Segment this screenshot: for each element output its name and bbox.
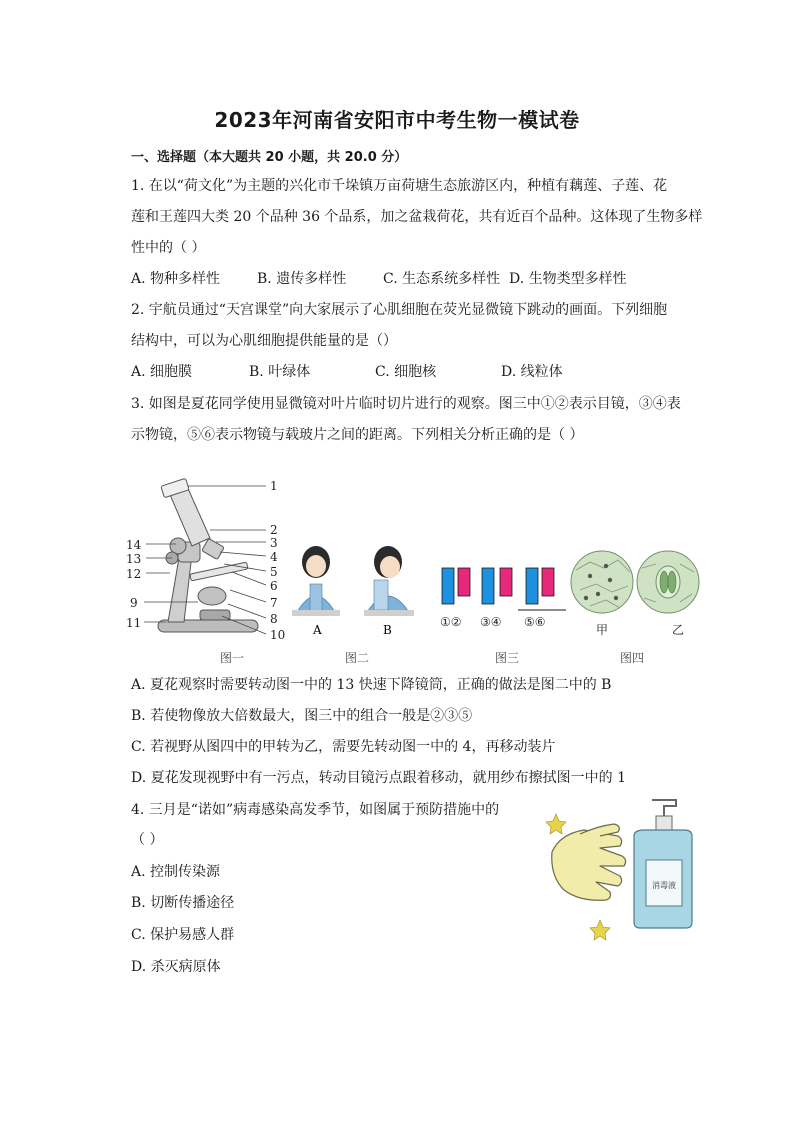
q3-figure: [120, 472, 720, 672]
microscope-label-10: 10: [270, 628, 286, 642]
hands-icon: [552, 824, 626, 900]
microscope-label-7: 7: [270, 596, 278, 610]
q1-option-b: B. 遗传多样性: [257, 271, 347, 287]
exam-title: 2023年河南省安阳市中考生物一模试卷: [214, 108, 580, 132]
q3-option-c: C. 若视野从图四中的甲转为乙，需要先转动图一中的 4，再移动装片: [131, 739, 556, 755]
q1-option-d: D. 生物类型多样性: [509, 271, 627, 287]
caption-figure-3: 图三: [495, 651, 520, 665]
microscope-illustration: [158, 478, 258, 632]
q4-option-b: B. 切断传播途径: [131, 895, 235, 911]
q2-options: [131, 362, 563, 382]
student-label-a: A: [313, 623, 322, 637]
q3-option-d: D. 夏花发现视野中有一污点，转动目镜污点跟着移动，就用纱布擦拭图一中的 1: [131, 770, 626, 786]
microscope-label-2: 2: [270, 523, 278, 537]
q4-option-d: D. 杀灭病原体: [131, 959, 221, 975]
q2-line-1: 2. 宇航员通过“天宫课堂”向大家展示了心肌细胞在荧光显微镜下跳动的画面。下列细胞: [131, 302, 668, 318]
microscope-label-13: 13: [126, 552, 142, 566]
q4-option-a: A. 控制传染源: [131, 864, 221, 880]
microscope-label-9: 9: [130, 596, 138, 610]
q3-line-2: 示物镜，⑤⑥表示物镜与载玻片之间的距离。下列相关分析正确的是（ ）: [131, 427, 584, 443]
star-icon: [590, 920, 610, 940]
microscope-label-12: 12: [126, 567, 142, 581]
view-label-jia: 甲: [596, 623, 609, 637]
q4-line-2: （ ）: [131, 832, 164, 848]
microscope-label-4: 4: [270, 550, 278, 564]
caption-figure-2: 图二: [345, 651, 370, 665]
q2-option-a: A. 细胞膜: [131, 364, 193, 380]
q2-line-2: 结构中，可以为心肌细胞提供能量的是（）: [131, 333, 397, 349]
microscope-label-6: 6: [270, 579, 278, 593]
q2-option-d: D. 线粒体: [501, 364, 563, 380]
q1-option-c: C. 生态系统多样性: [383, 271, 501, 287]
microscope-label-8: 8: [270, 612, 278, 626]
q4-line-1: 4. 三月是“诺如”病毒感染高发季节，如图属于预防措施中的: [131, 802, 500, 818]
student-b-illustration: [364, 546, 414, 616]
q1-option-a: A. 物种多样性: [131, 271, 221, 287]
hand-sanitizer-illustration: [540, 796, 700, 946]
q1-options: [131, 269, 627, 289]
star-icon: [546, 814, 566, 834]
lens-label-distances: ⑤⑥: [524, 615, 546, 629]
microscope-label-14: 14: [126, 538, 142, 552]
q3-line-1: 3. 如图是夏花同学使用显微镜对叶片临时切片进行的观察。图三中①②表示目镜，③④表: [131, 396, 681, 412]
q2-option-b: B. 叶绿体: [249, 364, 311, 380]
field-of-view-yi: [637, 551, 699, 613]
q2-option-c: C. 细胞核: [375, 364, 437, 380]
microscope-label-3: 3: [270, 536, 278, 550]
microscope-label-11: 11: [126, 616, 142, 630]
q3-option-a: A. 夏花观察时需要转动图一中的 13 快速下降镜筒，正确的做法是图二中的 B: [131, 677, 612, 693]
microscope-label-5: 5: [270, 565, 278, 579]
student-label-b: B: [383, 623, 392, 637]
lens-label-objectives: ③④: [480, 615, 502, 629]
section-heading: 一、选择题（本大题共 20 小题，共 20.0 分）: [131, 150, 408, 165]
microscope-label-1: 1: [270, 479, 278, 493]
sanitizer-bottle-icon: [634, 800, 692, 928]
q4-option-c: C. 保护易感人群: [131, 927, 235, 943]
caption-figure-1: 图一: [220, 651, 245, 665]
q1-line-1: 1. 在以“荷文化”为主题的兴化市千垛镇万亩荷塘生态旅游区内，种植有藕莲、子莲、花: [131, 178, 668, 194]
view-label-yi: 乙: [672, 623, 685, 637]
lens-label-eyepieces: ①②: [440, 615, 462, 629]
lens-diagram: [442, 568, 566, 610]
field-of-view-jia: [571, 551, 633, 613]
caption-figure-4: 图四: [620, 651, 645, 665]
student-a-illustration: [292, 546, 340, 616]
q1-line-2: 莲和王莲四大类 20 个品种 36 个品系，加之盆栽荷花，共有近百个品种。这体现了生物多样: [131, 209, 703, 225]
q3-option-b: B. 若使物像放大倍数最大，图三中的组合一般是②③⑤: [131, 708, 473, 724]
bottle-label: 消毒液: [652, 881, 676, 890]
q1-line-3: 性中的（ ）: [131, 240, 206, 256]
